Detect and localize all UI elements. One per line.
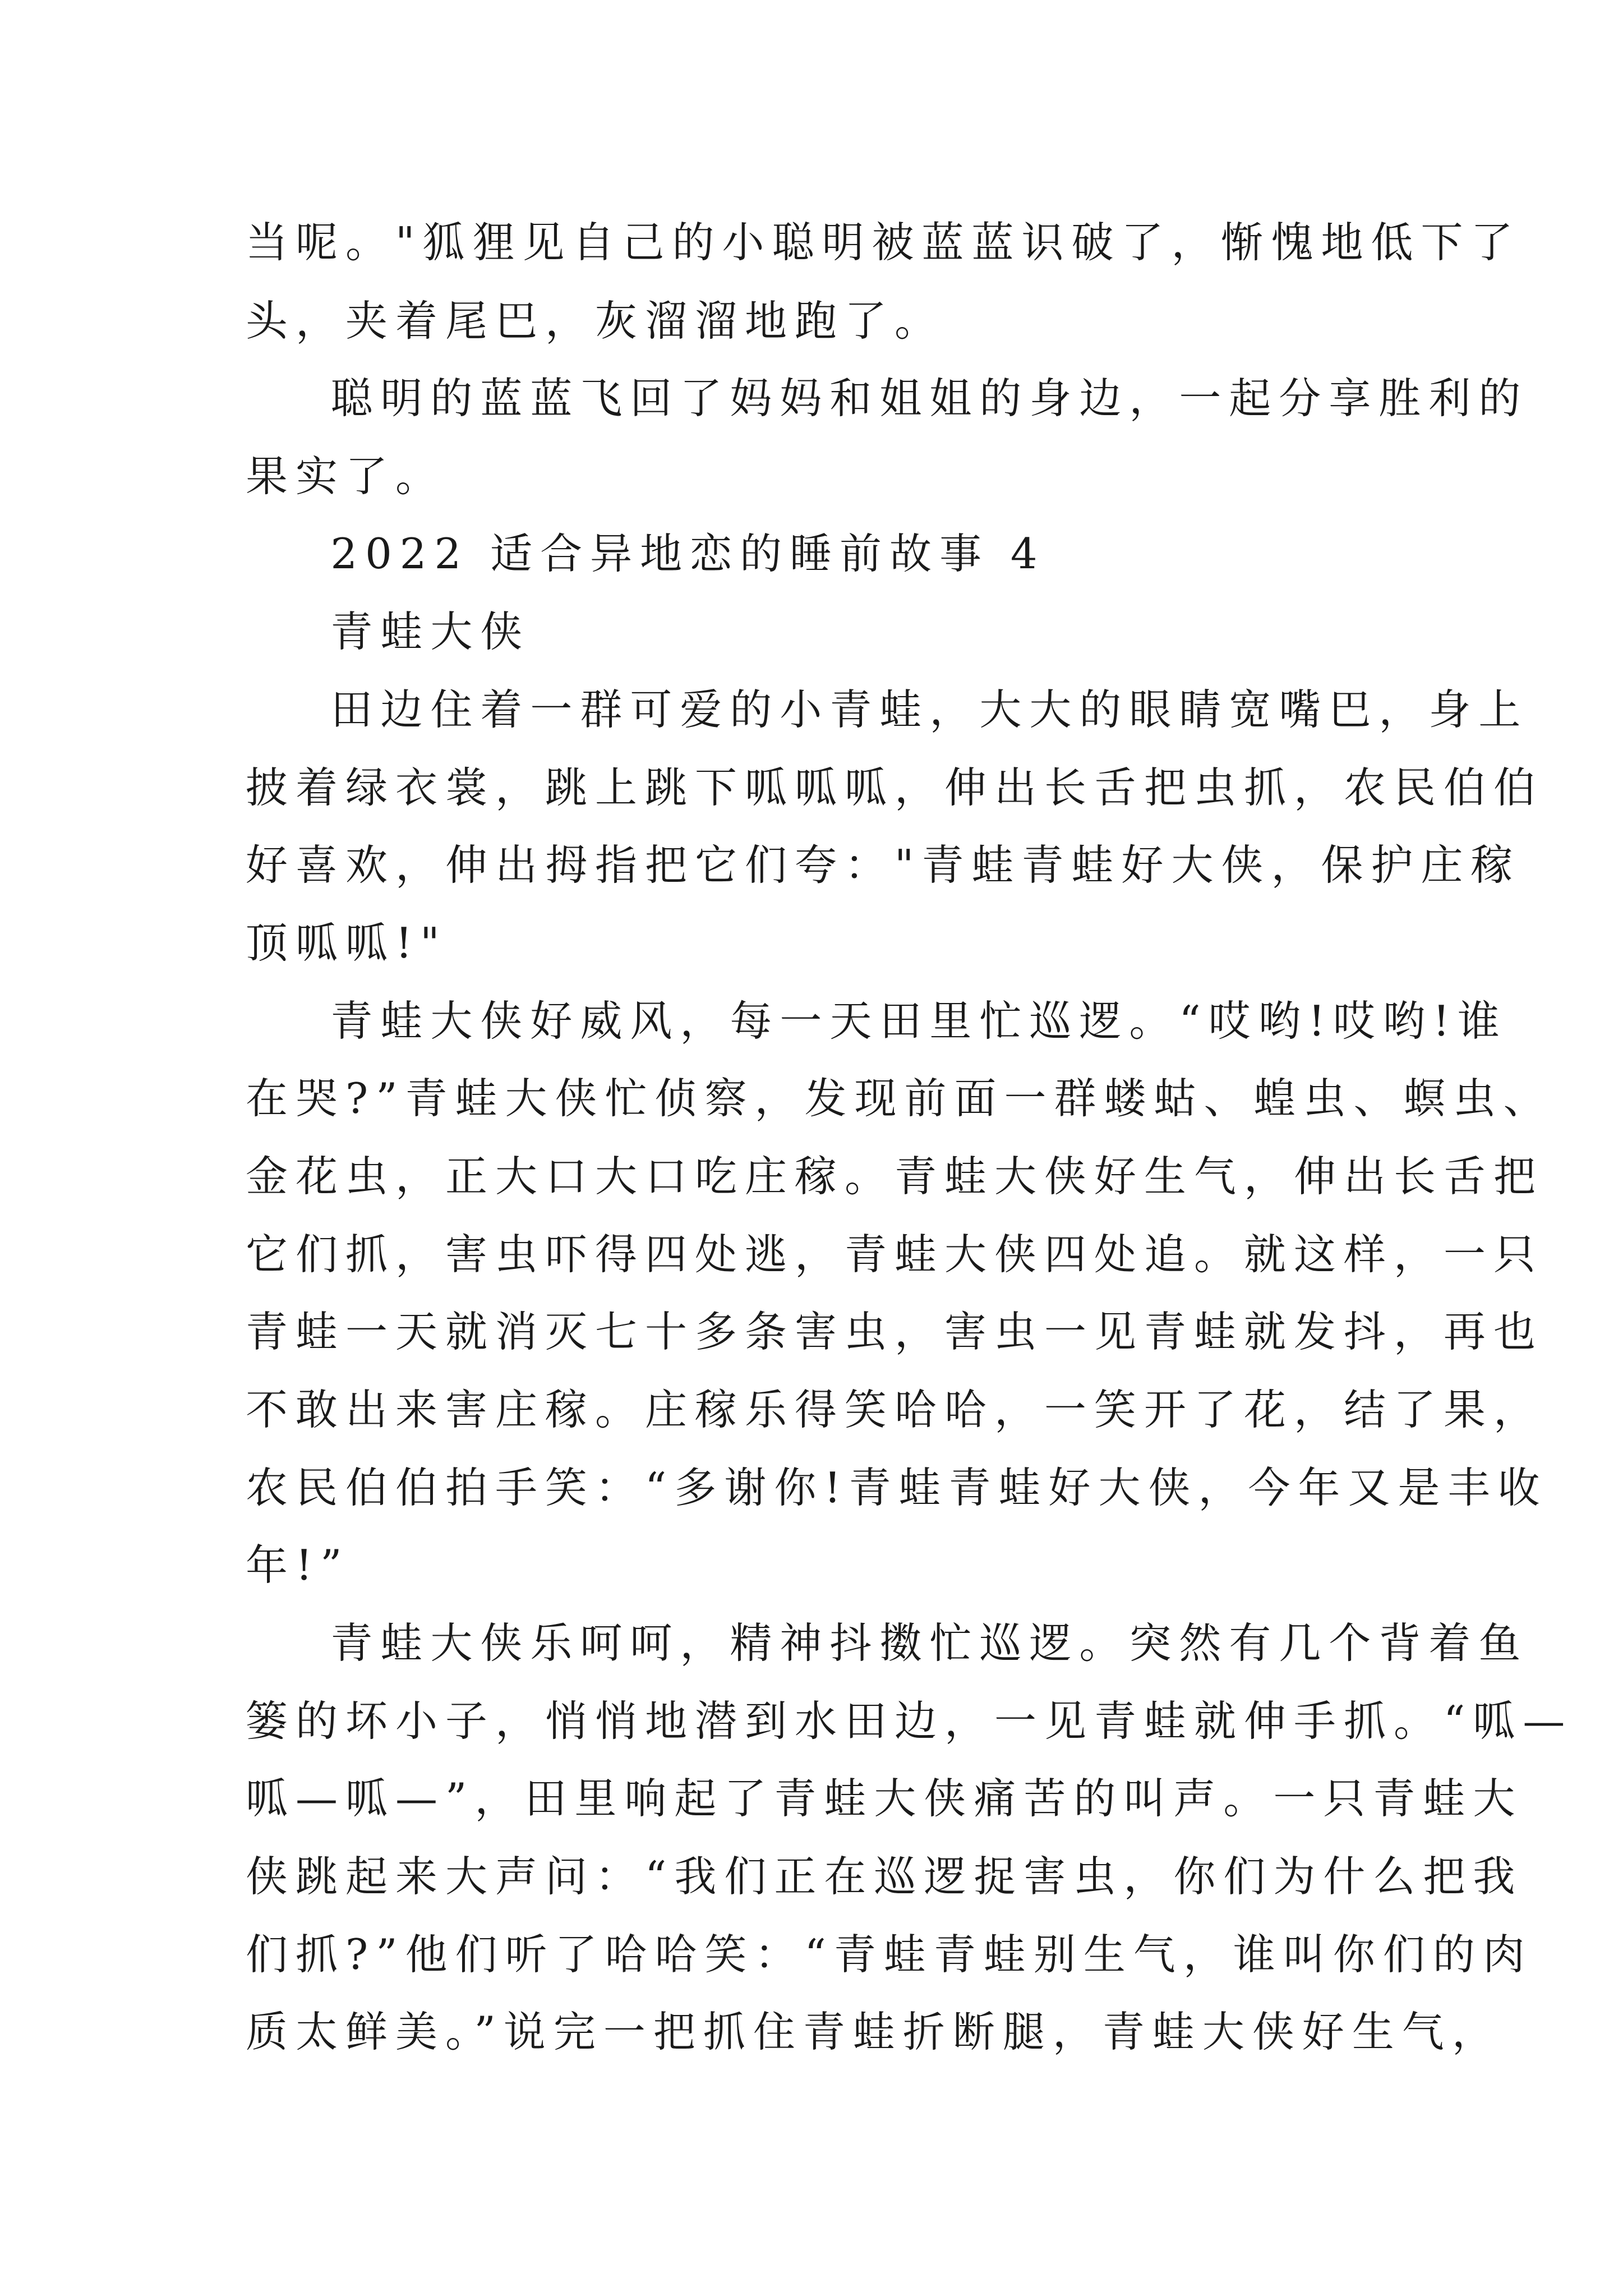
story-title: 青蛙大侠 <box>246 607 531 656</box>
text-line: 披着绿衣裳，跳上跳下呱呱呱，伸出长舌把虫抓，农民伯伯 <box>246 763 1544 812</box>
text-line: 呱—呱—”，田里响起了青蛙大侠痛苦的叫声。一只青蛙大 <box>246 1774 1523 1823</box>
text-line: 们抓?”他们听了哈哈笑：“青蛙青蛙别生气，谁叫你们的肉 <box>246 1930 1533 1979</box>
text-line: 果实了。 <box>246 452 446 501</box>
text-line: 青蛙大侠乐呵呵，精神抖擞忙巡逻。突然有几个背着鱼 <box>246 1618 1529 1668</box>
text-line: 质太鲜美。”说完一把抓住青蛙折断腿，青蛙大侠好生气， <box>246 2007 1502 2056</box>
text-line: 在哭?”青蛙大侠忙侦察，发现前面一群蝼蛄、蝗虫、螟虫、 <box>246 1074 1553 1123</box>
text-line: 侠跳起来大声问：“我们正在巡逻捉害虫，你们为什么把我 <box>246 1852 1523 1901</box>
text-line: 年!” <box>246 1540 350 1590</box>
text-line: 好喜欢，伸出拇指把它们夸："青蛙青蛙好大侠，保护庄稼 <box>246 840 1521 890</box>
text-line: 它们抓，害虫吓得四处逃，青蛙大侠四处追。就这样，一只 <box>246 1230 1544 1279</box>
text-line: 顶呱呱!" <box>246 918 448 968</box>
text-line: 青蛙大侠好威风，每一天田里忙巡逻。“哎哟!哎哟!谁 <box>246 996 1507 1046</box>
text-line: 金花虫，正大口大口吃庄稼。青蛙大侠好生气，伸出长舌把 <box>246 1152 1544 1201</box>
text-line: 当呢。"狐狸见自己的小聪明被蓝蓝识破了，惭愧地低下了 <box>246 218 1521 267</box>
text-line: 青蛙一天就消灭七十多条害虫，害虫一见青蛙就发抖，再也 <box>246 1307 1544 1356</box>
section-heading: 2022 适合异地恋的睡前故事 4 <box>246 529 1045 578</box>
text-line: 篓的坏小子，悄悄地潜到水田边，一见青蛙就伸手抓。“呱— <box>246 1696 1573 1746</box>
text-line: 聪明的蓝蓝飞回了妈妈和姐姐的身边，一起分享胜利的 <box>246 374 1529 423</box>
text-line: 农民伯伯拍手笑：“多谢你!青蛙青蛙好大侠，今年又是丰收 <box>246 1463 1548 1512</box>
text-line: 不敢出来害庄稼。庄稼乐得笑哈哈，一笑开了花，结了果， <box>246 1385 1544 1434</box>
text-line: 田边住着一群可爱的小青蛙，大大的眼睛宽嘴巴，身上 <box>246 685 1529 734</box>
text-line: 头，夹着尾巴，灰溜溜地跑了。 <box>246 296 945 346</box>
